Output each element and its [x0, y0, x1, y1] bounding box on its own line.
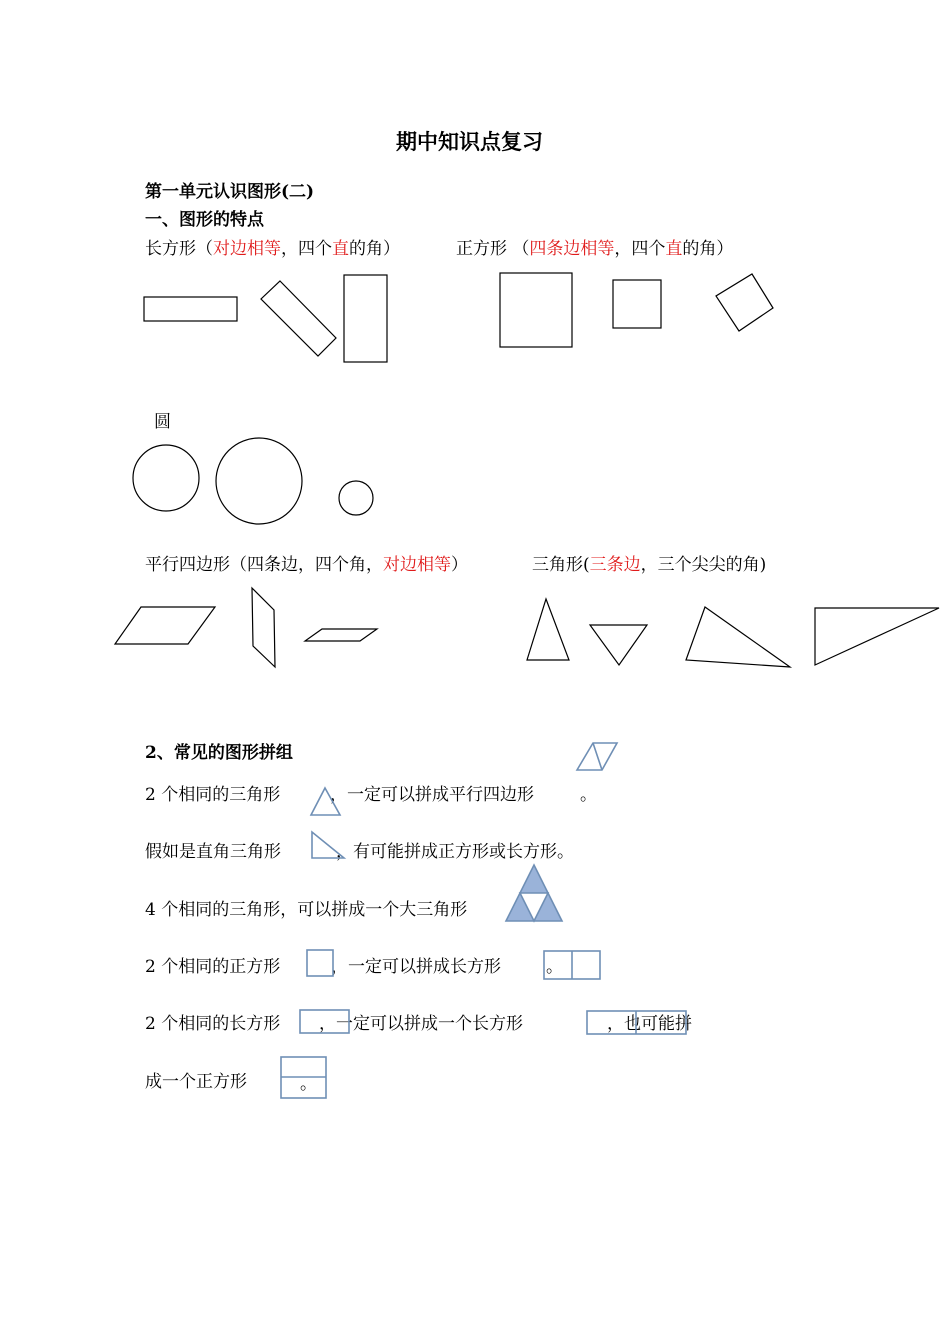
square-shape-tilted — [716, 274, 773, 331]
combo-line-4c: 。 — [546, 957, 563, 977]
circle-shape-2 — [216, 438, 302, 524]
triangle-shape-2 — [590, 625, 647, 665]
combo-line-4a: 2 个相同的正方形 — [145, 957, 281, 977]
rectangle-shape-horizontal — [144, 297, 237, 321]
combo-line-5b: ，一定可以拼成一个长方形 — [319, 1014, 523, 1034]
triangle-shape-3 — [686, 607, 790, 667]
combo-line-4b: ，一定可以拼成长方形 — [331, 957, 501, 977]
triangle-name: 三角形( — [532, 555, 590, 575]
section2-heading: 2、常见的图形拼组 — [145, 743, 293, 763]
combo-line-6a: 成一个正方形 — [145, 1072, 247, 1092]
circle-label: 圆 — [154, 412, 171, 432]
unit-heading: 第一单元认识图形(二) — [145, 182, 315, 202]
square-prop-four-equal: 四条边相等 — [529, 239, 615, 259]
rectangle-tail: 的角） — [349, 239, 400, 259]
section1-heading: 一、图形的特点 — [145, 210, 264, 230]
rectangle-single-icon — [300, 1010, 349, 1033]
combo-line-5c: ，也可能拼 — [607, 1014, 692, 1034]
triangle-shape-4 — [815, 608, 939, 665]
rectangle-prop-right: 直 — [332, 239, 349, 259]
combo-line-2a: 假如是直角三角形 — [145, 842, 281, 862]
triangle-tail: ，三个尖尖的角) — [640, 555, 767, 575]
square-shape-small — [613, 280, 661, 328]
triangle-small-icon — [311, 788, 340, 815]
parallelogram-shape-1 — [115, 607, 215, 644]
combo-line-5a: 2 个相同的长方形 — [145, 1014, 281, 1034]
square-name: 正方形 （ — [456, 239, 530, 259]
page-title: 期中知识点复习 — [396, 129, 543, 154]
parallelogram-shape-3 — [305, 629, 377, 641]
combo-line-6b: 。 — [300, 1074, 317, 1094]
square-single-icon — [307, 950, 333, 976]
rectangle-shape-tilted — [261, 281, 336, 356]
combo-line-1a: 2 个相同的三角形 — [145, 785, 281, 805]
rectangle-name: 长方形（ — [145, 239, 213, 259]
right-triangle-icon — [312, 832, 344, 858]
triangle-shape-1 — [527, 599, 569, 660]
rectangle-shape-vertical — [344, 275, 387, 362]
parallelogram-split-line — [593, 743, 602, 770]
parallelogram-tail: ） — [451, 555, 468, 575]
square-sep: ，四个 — [614, 239, 666, 259]
combo-line-2b: ，有可能拼成正方形或长方形。 — [336, 842, 574, 862]
combo-line-1b: ，一定可以拼成平行四边形 — [330, 785, 534, 805]
square-prop-right: 直 — [665, 239, 683, 259]
rectangle-sep: ，四个 — [281, 239, 332, 259]
square-tail: 的角） — [682, 239, 734, 259]
combo-line-1c: 。 — [580, 785, 597, 805]
parallelogram-name: 平行四边形（四条边，四个角， — [145, 555, 383, 575]
parallelogram-prop: 对边相等 — [383, 555, 451, 575]
triangle-prop: 三条边 — [589, 555, 641, 575]
circle-shape-1 — [133, 445, 199, 511]
circle-shape-3 — [339, 481, 373, 515]
combo-line-3a: 4 个相同的三角形，可以拼成一个大三角形 — [145, 900, 468, 920]
square-shape-large — [500, 273, 572, 347]
rectangle-prop-opposite-equal: 对边相等 — [213, 239, 281, 259]
parallelogram-shape-2 — [252, 588, 275, 667]
